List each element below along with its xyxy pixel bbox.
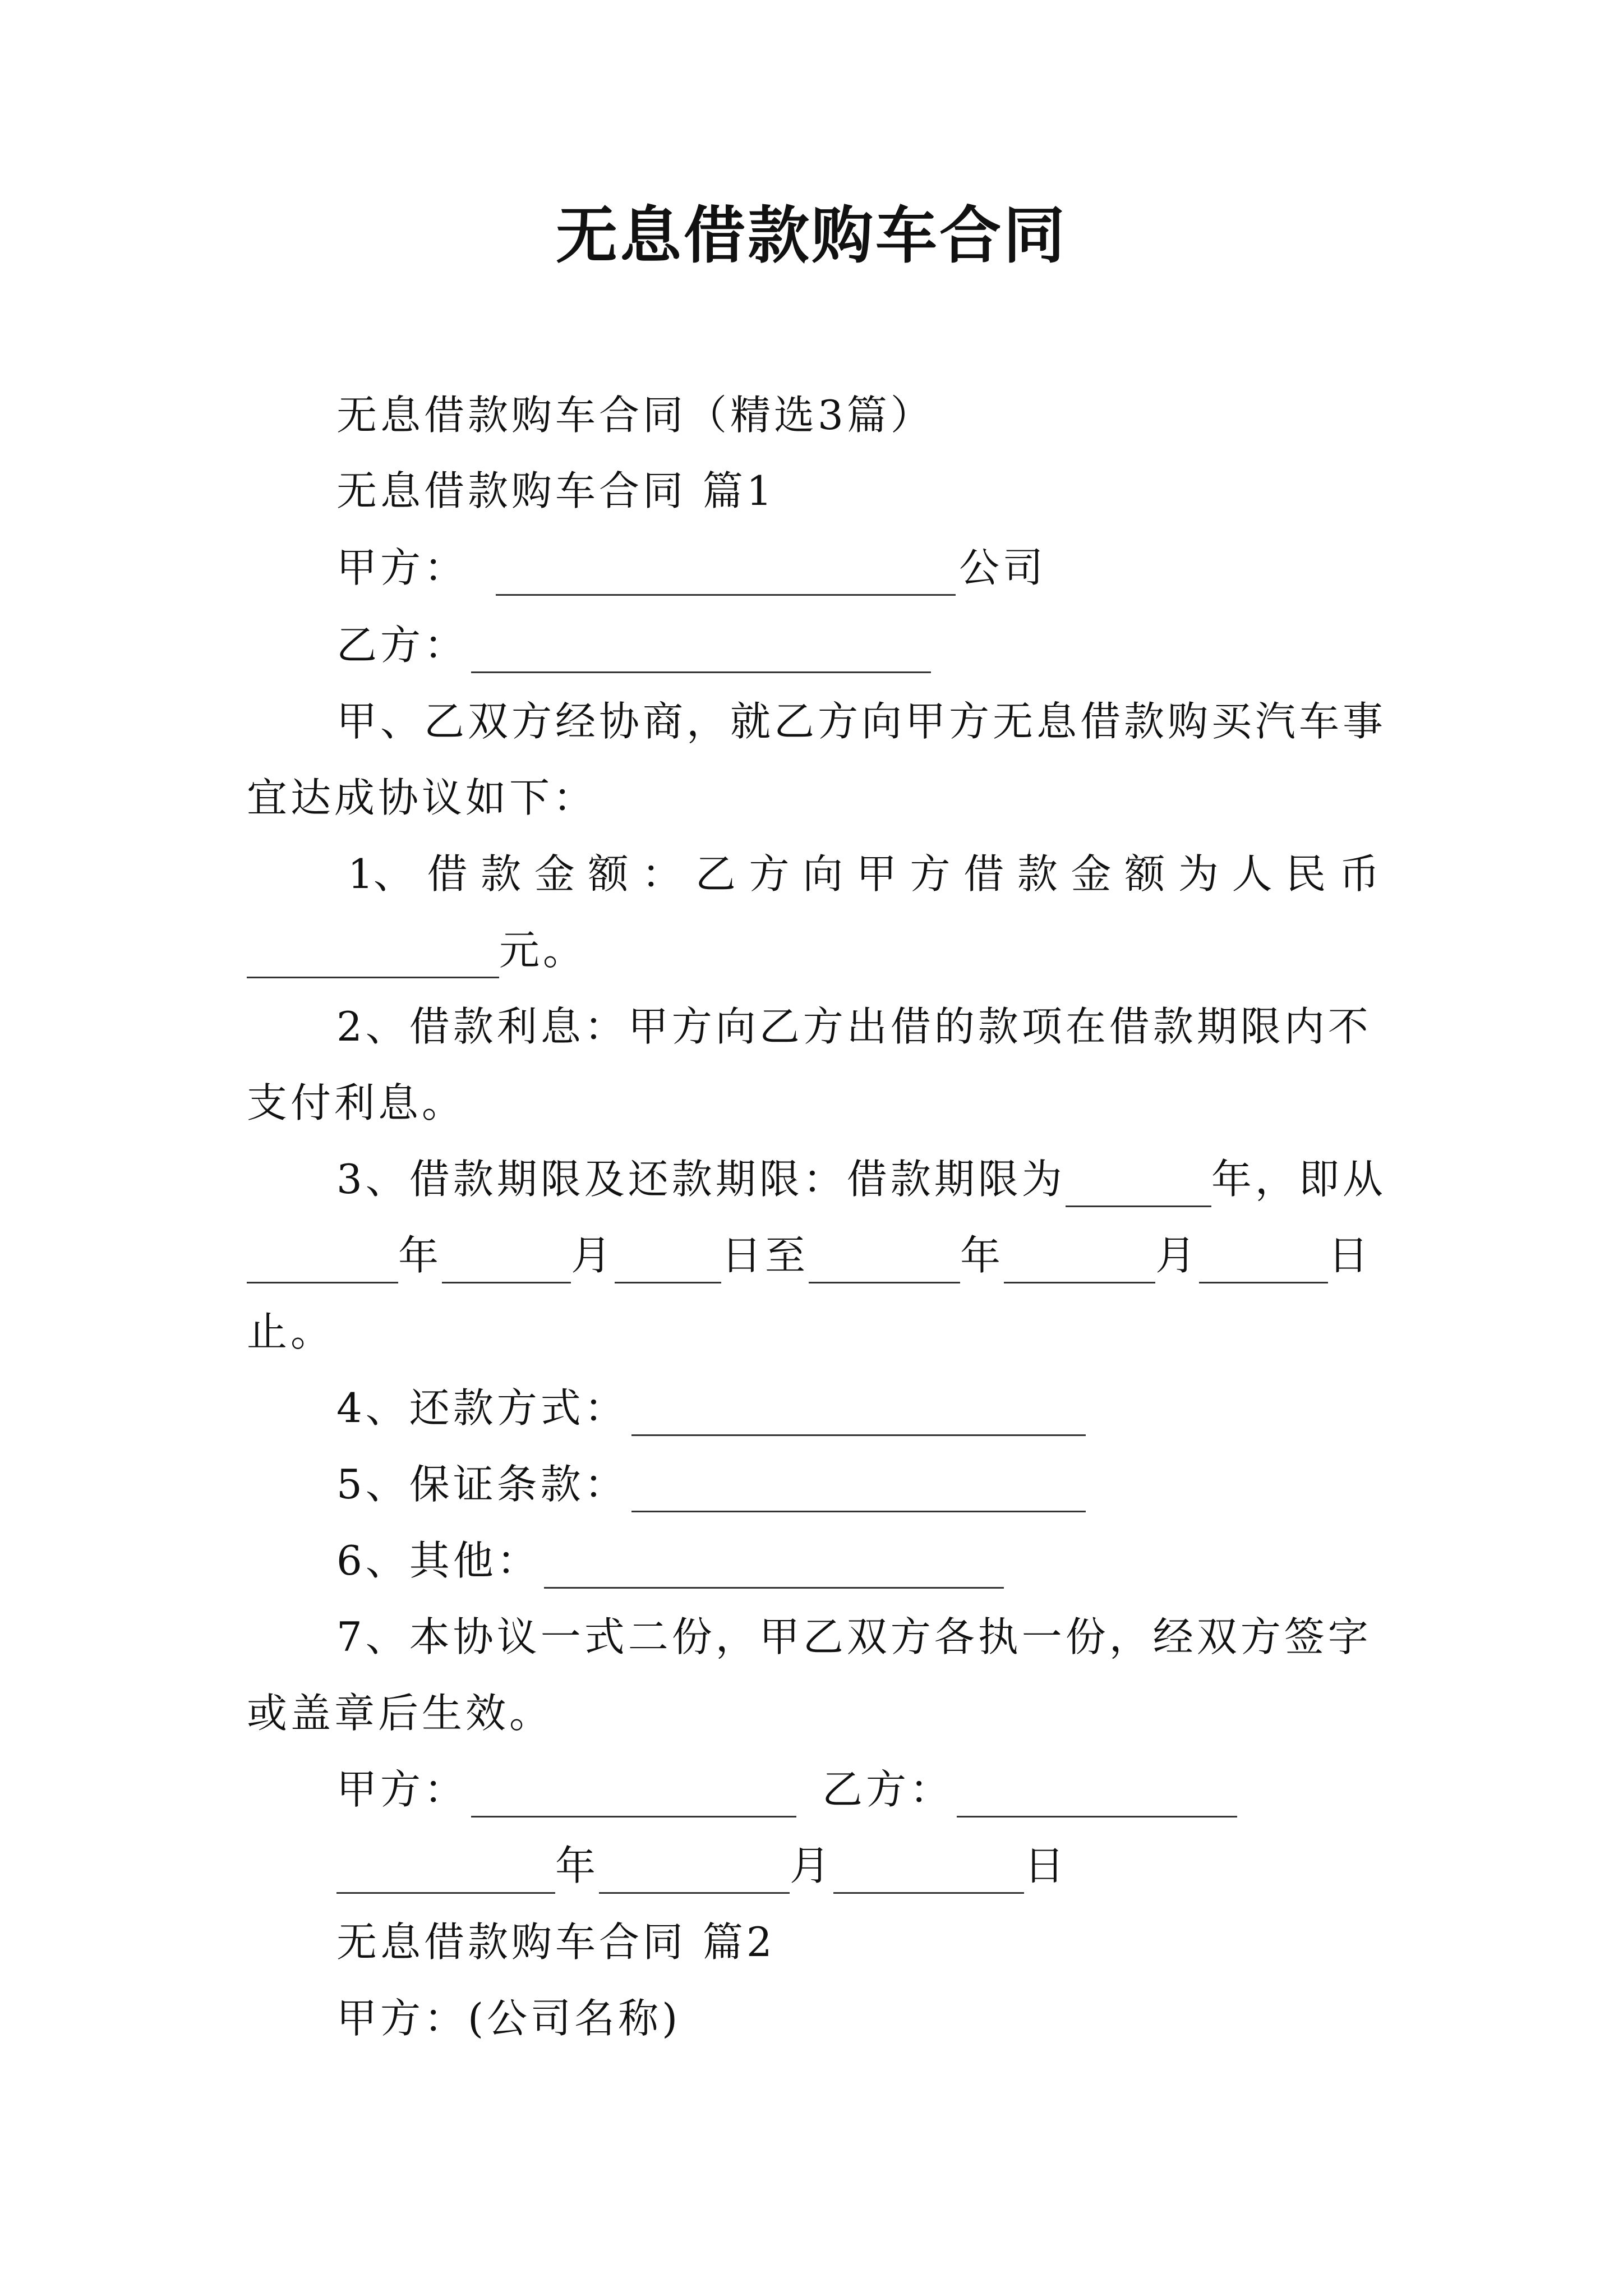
year-label: 年 — [555, 1842, 600, 1889]
day-to-label: 日至 — [721, 1232, 809, 1279]
clause-1-char: 人 — [1232, 850, 1272, 898]
clause-4-label: 4、还款方式： — [336, 1384, 628, 1432]
clause-3-text-tail: 年，即从 — [1211, 1156, 1386, 1203]
start-day-blank[interactable] — [615, 1237, 721, 1283]
clause-1-char: 借 — [963, 850, 1004, 898]
guarantee-blank[interactable] — [631, 1466, 1086, 1512]
sign-month-blank[interactable] — [599, 1847, 790, 1894]
sign-b-blank[interactable] — [957, 1771, 1237, 1818]
sign-a-label: 甲方： — [336, 1766, 468, 1813]
clause-3-line-2 — [247, 1227, 1372, 1283]
part1-heading: 无息借款购车合同 篇1 — [336, 467, 776, 514]
clause-1-char: 款 — [481, 850, 522, 898]
clause-1-char: 款 — [1017, 850, 1058, 898]
clause-6-line — [336, 1533, 1007, 1589]
month-label: 月 — [790, 1842, 834, 1889]
year-label: 年 — [398, 1232, 442, 1279]
clause-7-line-2: 或盖章后生效。 — [247, 1690, 554, 1737]
sign-year-blank[interactable] — [336, 1847, 555, 1894]
clause-1-line-2 — [247, 922, 587, 978]
clause-2-line-2: 支付利息。 — [247, 1079, 466, 1126]
other-blank[interactable] — [544, 1542, 1004, 1589]
day-label: 日 — [1328, 1232, 1372, 1279]
party-b-line — [336, 617, 934, 673]
month-label: 月 — [571, 1232, 615, 1279]
clause-1-char: 金 — [1071, 850, 1112, 898]
clause-1-char: 额 — [1124, 850, 1165, 898]
clause-1-char: 借 — [427, 850, 468, 898]
clause-1-char: 1、 — [348, 850, 414, 898]
party-a-label: 甲方： — [336, 544, 468, 591]
day-label: 日 — [1024, 1842, 1068, 1889]
clause-2-line-1: 2、借款利息：甲方向乙方出借的款项在借款期限内不 — [336, 1003, 1372, 1050]
clause-5-line — [336, 1456, 1089, 1512]
clause-1-char: ： — [642, 850, 683, 898]
loan-amount-blank[interactable] — [247, 932, 499, 978]
part2-heading: 无息借款购车合同 篇2 — [336, 1918, 776, 1966]
repayment-method-blank[interactable] — [631, 1389, 1086, 1436]
start-month-blank[interactable] — [442, 1237, 571, 1283]
clause-7-line-1: 7、本协议一式二份，甲乙双方各执一份，经双方签字 — [336, 1613, 1372, 1660]
clause-5-label: 5、保证条款： — [336, 1461, 628, 1508]
signature-line — [336, 1761, 1241, 1818]
loan-years-blank[interactable] — [1066, 1161, 1211, 1207]
sign-day-blank[interactable] — [833, 1847, 1024, 1894]
clause-1-char: 方 — [749, 850, 790, 898]
date-line — [336, 1838, 1068, 1894]
end-year-blank[interactable] — [809, 1237, 960, 1283]
part2-party-a: 甲方：(公司名称) — [336, 1995, 681, 2042]
intro-line-1: 甲、乙双方经协商，就乙方向甲方无息借款购买汽车事 — [336, 698, 1387, 745]
clause-6-label: 6、其他： — [336, 1537, 541, 1584]
year-label: 年 — [960, 1232, 1004, 1279]
party-b-label: 乙方： — [336, 622, 468, 669]
clause-3-text: 3、借款期限及还款期限：借款期限为 — [336, 1156, 1066, 1203]
party-a-line — [336, 540, 1046, 596]
clause-3-line-3: 止。 — [247, 1308, 335, 1355]
clause-1-line-1 — [348, 846, 1380, 902]
clause-1-char: 乙 — [695, 850, 736, 898]
party-a-suffix: 公司 — [959, 544, 1047, 591]
clause-1-char: 金 — [534, 850, 575, 898]
clause-1-char: 民 — [1285, 850, 1326, 898]
clause-1-char: 方 — [910, 850, 951, 898]
clause-4-line — [336, 1380, 1089, 1436]
party-a-blank[interactable] — [496, 549, 956, 596]
start-year-blank[interactable] — [247, 1237, 398, 1283]
party-b-blank[interactable] — [471, 627, 931, 673]
subtitle: 无息借款购车合同（精选3篇） — [336, 392, 934, 439]
clause-1-char: 为 — [1178, 850, 1219, 898]
intro-line-2: 宜达成协议如下： — [247, 774, 597, 821]
sign-a-blank[interactable] — [471, 1771, 796, 1818]
clause-1-char: 向 — [803, 850, 843, 898]
sign-b-label: 乙方： — [822, 1766, 954, 1813]
clause-1-char: 甲 — [856, 850, 897, 898]
clause-1-tail: 元。 — [499, 927, 587, 974]
month-label: 月 — [1155, 1232, 1200, 1279]
end-month-blank[interactable] — [1004, 1237, 1155, 1283]
end-day-blank[interactable] — [1199, 1237, 1328, 1283]
clause-1-char: 币 — [1339, 850, 1380, 898]
clause-1-char: 额 — [588, 850, 629, 898]
clause-3-line-1 — [336, 1151, 1386, 1207]
document-title: 无息借款购车合同 — [556, 199, 1067, 272]
